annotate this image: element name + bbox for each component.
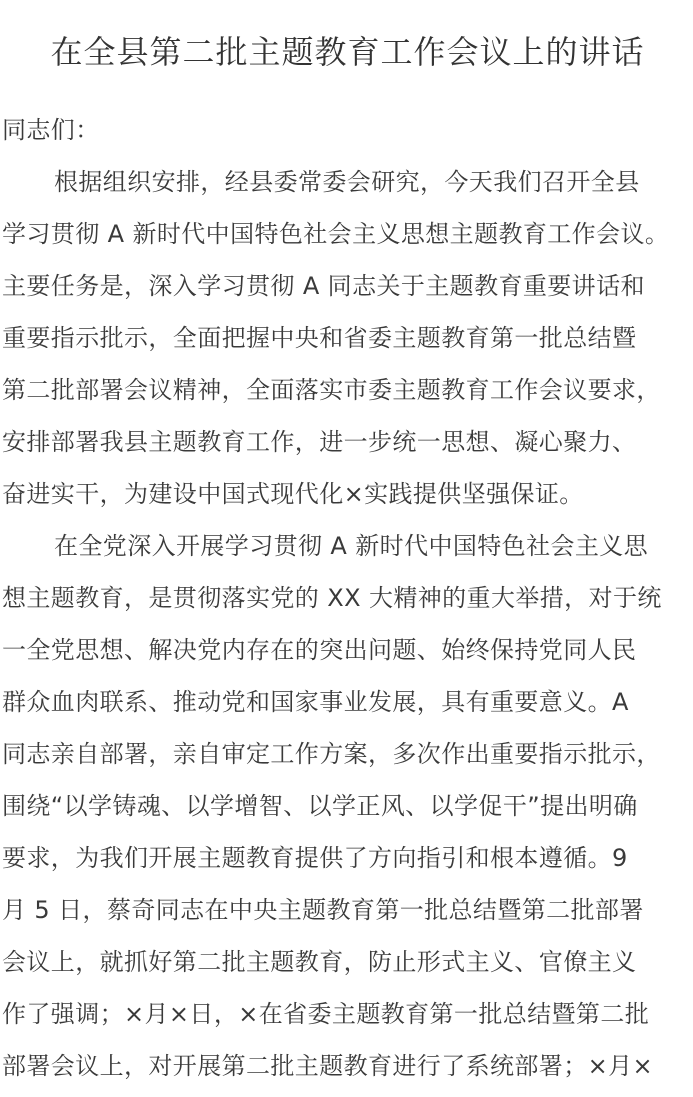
document-body [2, 104, 693, 1092]
paragraph-line: 月 5 日，蔡奇同志在中央主题教育第一批总结暨第二批部署 [2, 896, 644, 924]
paragraph-line: 会议上，就抓好第二批主题教育，防止形式主义、官僚主义 [2, 948, 637, 976]
paragraph-line: 学习贯彻 A 新时代中国特色社会主义思想主题教育工作会议。 [2, 220, 670, 248]
paragraph-line: 安排部署我县主题教育工作，进一步统一思想、凝心聚力、 [2, 428, 637, 456]
paragraph-line: 想主题教育，是贯彻落实党的 XX 大精神的重大举措，对于统 [2, 584, 662, 612]
paragraph-line: 重要指示批示，全面把握中央和省委主题教育第一批总结暨 [2, 324, 637, 352]
paragraph-1 [2, 156, 693, 520]
paragraph-line: 第二批部署会议精神，全面落实市委主题教育工作会议要求， [2, 376, 661, 404]
paragraph-line: 主要任务是，深入学习贯彻 A 同志关于主题教育重要讲话和 [2, 272, 645, 300]
paragraph-line: 一全党思想、解决党内存在的突出问题、始终保持党同人民 [2, 636, 637, 664]
salutation: 同志们： [2, 116, 100, 144]
paragraph-line: 群众血肉联系、推动党和国家事业发展，具有重要意义。A [2, 688, 629, 716]
paragraph-2 [2, 520, 693, 1092]
paragraph-line: 奋进实干，为建设中国式现代化×实践提供坚强保证。 [2, 480, 584, 508]
paragraph-line: 同志亲自部署，亲自审定工作方案，多次作出重要指示批示， [2, 740, 661, 768]
paragraph-line: 要求，为我们开展主题教育提供了方向指引和根本遵循。9 [2, 844, 628, 872]
paragraph-line: 在全党深入开展学习贯彻 A 新时代中国特色社会主义思 [54, 532, 649, 560]
paragraph-line: 根据组织安排，经县委常委会研究，今天我们召开全县 [54, 168, 640, 196]
document-title: 在全县第二批主题教育工作会议上的讲话 [50, 33, 645, 71]
paragraph-line: 围绕“以学铸魂、以学增智、以学正风、以学促干”提出明确 [2, 792, 638, 820]
paragraph-line: 部署会议上，对开展第二批主题教育进行了系统部署；×月× [2, 1052, 654, 1080]
paragraph-line: 作了强调；×月×日，×在省委主题教育第一批总结暨第二批 [2, 1000, 650, 1028]
